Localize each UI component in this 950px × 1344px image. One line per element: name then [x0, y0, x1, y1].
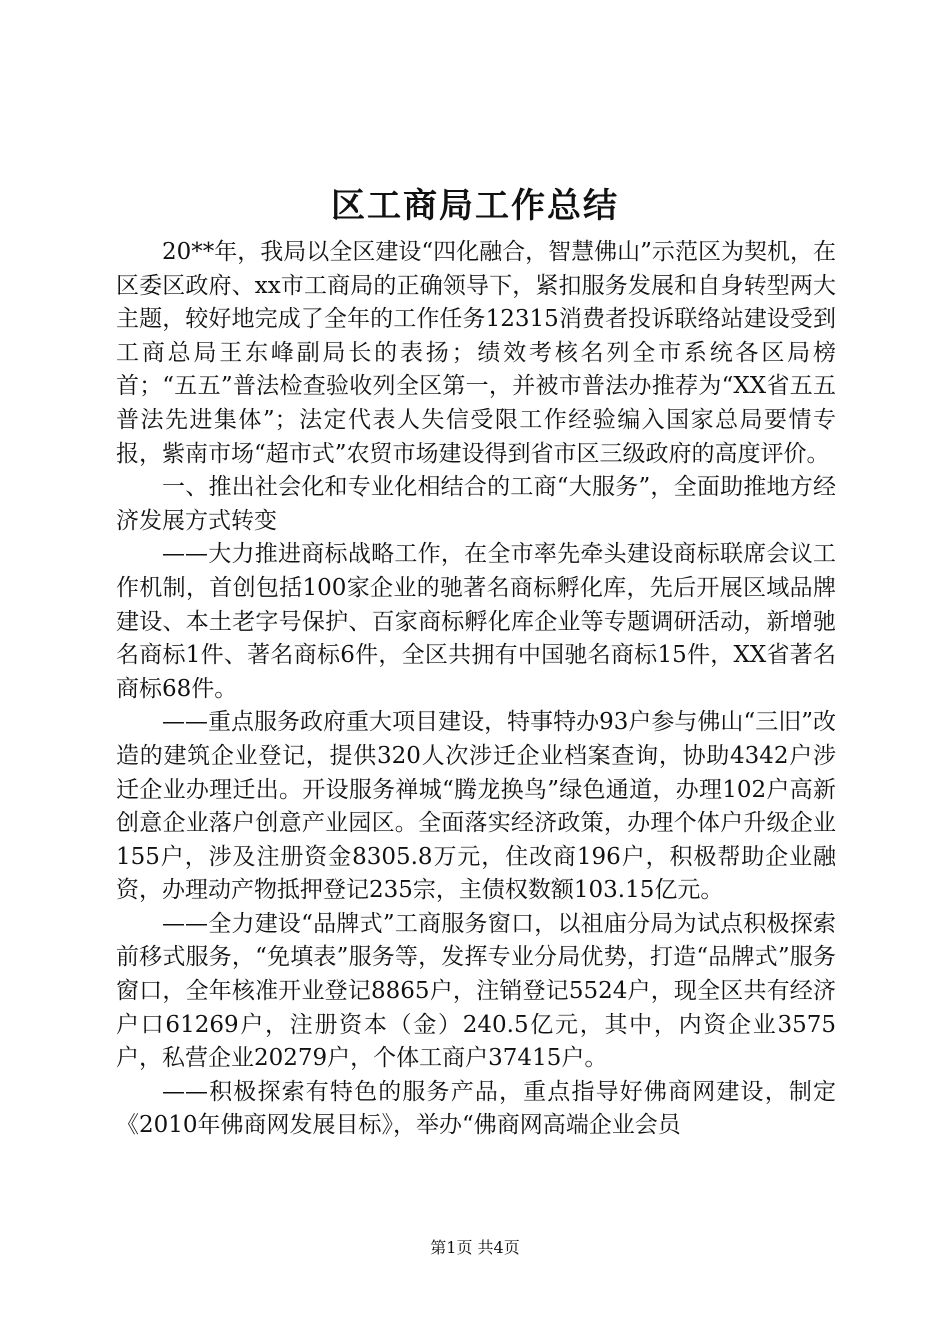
paragraph-trademark: ——大力推进商标战略工作，在全市率先牵头建设商标联席会议工作机制，首创包括100家企业的驰著名商标孵化库，先后开展区域品牌建设、本土老字号保护、百家商标孵化库企业等专题调研活动，新增驰名商标1件、著名商标6件，全区共拥有中国驰名商标15件，XX省著名商标68件。 [116, 541, 836, 702]
paragraph-service-products: ——积极探索有特色的服务产品，重点指导好佛商网建设，制定《2010年佛商网发展目标》，举办“佛商网高端企业会员 [116, 1078, 836, 1139]
document-body [116, 236, 836, 1143]
page-footer: 第1页 共4页 [430, 1238, 520, 1257]
paragraph-major-projects: ——重点服务政府重大项目建设，特事特办93户参与佛山“三旧”改造的建筑企业登记，提供320人次涉迁企业档案查询，协助4342户涉迁企业办理迁出。开设服务禅城“腾龙换鸟”绿色通道，办理102户高新创意企业落户创意产业园区。全面落实经济政策，办理个体户升级企业155户，涉及注册资金8305.8万元，住改商196户，积极帮助企业融资，办理动产物抵押登记235宗，主债权数额103.15亿元。 [116, 709, 836, 904]
document-title: 区工商局工作总结 [331, 186, 619, 226]
paragraph-intro: 20**年，我局以全区建设“四化融合，智慧佛山”示范区为契机，在区委区政府、xx市工商局的正确领导下，紧扣服务发展和自身转型两大主题，较好地完成了全年的工作任务12315消费者投诉联络站建设受到工商总局王东峰副局长的表扬；绩效考核名列全市系统各区局榜首；“五五”普法检查验收列全区第一，并被市普法办推荐为“XX省五五普法先进集体”；法定代表人失信受限工作经验编入国家总局要情专报，紫南市场“超市式”农贸市场建设得到省市区三级政府的高度评价。 [116, 239, 836, 467]
paragraph-service-window: ——全力建设“品牌式”工商服务窗口，以祖庙分局为试点积极探索前移式服务，“免填表”服务等，发挥专业分局优势，打造“品牌式”服务窗口，全年核准开业登记8865户，注销登记5524户，现全区共有经济户口61269户，注册资本（金）240.5亿元，其中，内资企业3575户，私营企业20279户，个体工商户37415户。 [116, 910, 836, 1072]
section-heading-1: 一、推出社会化和专业化相结合的工商“大服务”，全面助推地方经济发展方式转变 [116, 474, 836, 534]
